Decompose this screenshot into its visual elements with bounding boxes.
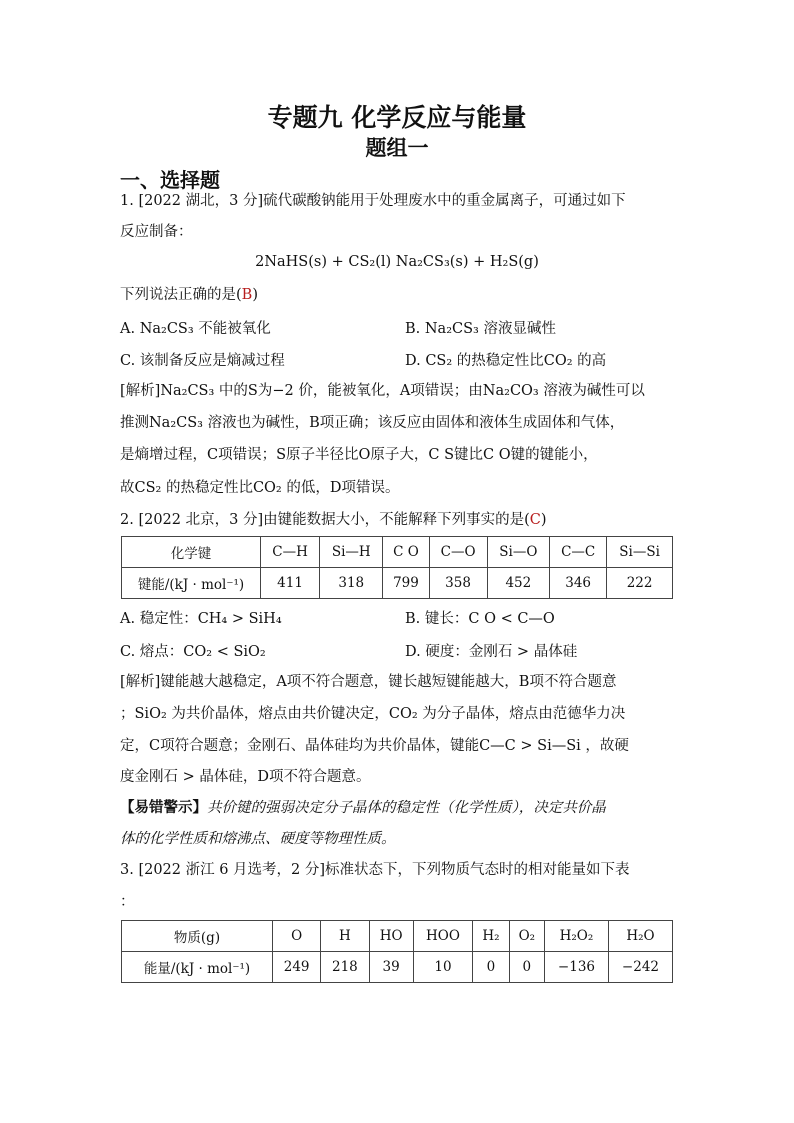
table-cell: 358 bbox=[429, 568, 487, 599]
table-cell: 249 bbox=[273, 952, 321, 983]
page-subtitle: 题组一 bbox=[365, 136, 429, 160]
table-cell: O₂ bbox=[509, 921, 544, 952]
table-cell: 452 bbox=[487, 568, 549, 599]
table-cell: C O bbox=[383, 537, 429, 568]
q2-answer: C bbox=[529, 512, 541, 528]
q2-stem bbox=[120, 510, 547, 530]
table-cell: 10 bbox=[413, 952, 473, 983]
table-cell: 222 bbox=[607, 568, 673, 599]
table-cell: 物质(g) bbox=[122, 921, 273, 952]
table-cell: 化学键 bbox=[122, 537, 261, 568]
q1-ask-text: 下列说法正确的是( bbox=[120, 287, 242, 303]
q1-ask bbox=[120, 285, 258, 305]
q2-warning-line1 bbox=[120, 798, 606, 818]
q1-stem-line2: 反应制备： bbox=[120, 224, 193, 240]
q3-energy-table bbox=[121, 920, 673, 983]
q1-equation: 2NaHS(s) + CS₂(l) Na₂CS₃(s) + H₂S(g) bbox=[255, 254, 539, 270]
q1-ask-end: ) bbox=[252, 287, 258, 303]
table-cell: HOO bbox=[413, 921, 473, 952]
q1-option-b: B. Na₂CS₃ 溶液显碱性 bbox=[405, 321, 556, 337]
q2-option-c: C. 熔点：CO₂ < SiO₂ bbox=[120, 644, 266, 660]
table-cell: −136 bbox=[544, 952, 608, 983]
q2-bond-energy-table bbox=[121, 536, 673, 599]
table-cell: 键能/(kJ · mol⁻¹) bbox=[122, 568, 261, 599]
section-heading: 一、选择题 bbox=[120, 168, 220, 192]
q2-stem-end: ) bbox=[540, 512, 547, 528]
q1-option-d: D. CS₂ 的热稳定性比CO₂ 的高 bbox=[405, 353, 607, 369]
warning-label: 【易错警示】 bbox=[120, 799, 207, 816]
q2-explanation-3: 定，C项符合题意；金刚石、晶体硅均为共价晶体，键能C—C > Si—Si ，故硬 bbox=[120, 738, 629, 754]
table-cell: C—O bbox=[429, 537, 487, 568]
table-cell: 346 bbox=[550, 568, 607, 599]
table-cell: 218 bbox=[321, 952, 369, 983]
table-row bbox=[122, 952, 673, 983]
table-row bbox=[122, 537, 673, 568]
q1-stem-line1: 1. [2022 湖北，3 分]硫代碳酸钠能用于处理废水中的重金属离子，可通过如下 bbox=[120, 193, 626, 209]
q2-option-d: D. 硬度：金刚石 > 晶体硅 bbox=[405, 644, 578, 660]
table-cell: HO bbox=[369, 921, 413, 952]
q2-explanation-1: [解析]键能越大越稳定，A项不符合题意，键长越短键能越大，B项不符合题意 bbox=[120, 674, 617, 690]
table-cell: H bbox=[321, 921, 369, 952]
table-row bbox=[122, 568, 673, 599]
table-cell: O bbox=[273, 921, 321, 952]
table-cell: 799 bbox=[383, 568, 429, 599]
q1-explanation-4: 故CS₂ 的热稳定性比CO₂ 的低，D项错误。 bbox=[120, 480, 400, 496]
q1-explanation-1: [解析]Na₂CS₃ 中的S为−2 价，能被氧化，A项错误；由Na₂CO₃ 溶液为碱性可以 bbox=[120, 383, 645, 399]
table-cell: H₂O bbox=[608, 921, 672, 952]
warning-text-1: 共价键的强弱决定分子晶体的稳定性（化学性质），决定共价晶 bbox=[207, 800, 606, 816]
q1-option-a: A. Na₂CS₃ 不能被氧化 bbox=[120, 321, 271, 337]
table-cell: 0 bbox=[473, 952, 509, 983]
table-cell: 318 bbox=[320, 568, 383, 599]
q2-explanation-4: 度金刚石 > 晶体硅，D项不符合题意。 bbox=[120, 769, 371, 785]
table-cell: −242 bbox=[608, 952, 672, 983]
table-cell: 0 bbox=[509, 952, 544, 983]
q1-option-c: C. 该制备反应是熵减过程 bbox=[120, 353, 285, 369]
q1-answer: B bbox=[241, 287, 253, 303]
table-cell: Si—Si bbox=[607, 537, 673, 568]
table-cell: Si—H bbox=[320, 537, 383, 568]
q2-explanation-2: ；SiO₂ 为共价晶体，熔点由共价键决定，CO₂ 为分子晶体，熔点由范德华力决 bbox=[120, 706, 626, 722]
q1-explanation-3: 是熵增过程，C项错误；S原子半径比O原子大，C S键比C O键的键能小， bbox=[120, 447, 598, 463]
q2-stem-text: 2. [2022 北京，3 分]由键能数据大小，不能解释下列事实的是( bbox=[120, 512, 530, 528]
q2-warning-line2: 体的化学性质和熔沸点、硬度等物理性质。 bbox=[120, 831, 396, 847]
q3-stem-line1: 3. [2022 浙江 6 月选考，2 分]标准状态下，下列物质气态时的相对能量如下表 bbox=[120, 862, 630, 878]
table-cell: C—H bbox=[261, 537, 320, 568]
q1-explanation-2: 推测Na₂CS₃ 溶液也为碱性，B项正确；该反应由固体和液体生成固体和气体， bbox=[120, 415, 625, 431]
q2-option-b: B. 键长：C O < C—O bbox=[405, 611, 555, 627]
page-title: 专题九 化学反应与能量 bbox=[267, 103, 527, 132]
table-cell: H₂ bbox=[473, 921, 509, 952]
q3-stem-line2: ： bbox=[120, 894, 135, 910]
table-cell: 能量/(kJ · mol⁻¹) bbox=[122, 952, 273, 983]
table-cell: 411 bbox=[261, 568, 320, 599]
table-cell: H₂O₂ bbox=[544, 921, 608, 952]
q2-option-a: A. 稳定性：CH₄ > SiH₄ bbox=[120, 611, 282, 627]
table-cell: 39 bbox=[369, 952, 413, 983]
table-cell: Si—O bbox=[487, 537, 549, 568]
table-row bbox=[122, 921, 673, 952]
table-cell: C—C bbox=[550, 537, 607, 568]
